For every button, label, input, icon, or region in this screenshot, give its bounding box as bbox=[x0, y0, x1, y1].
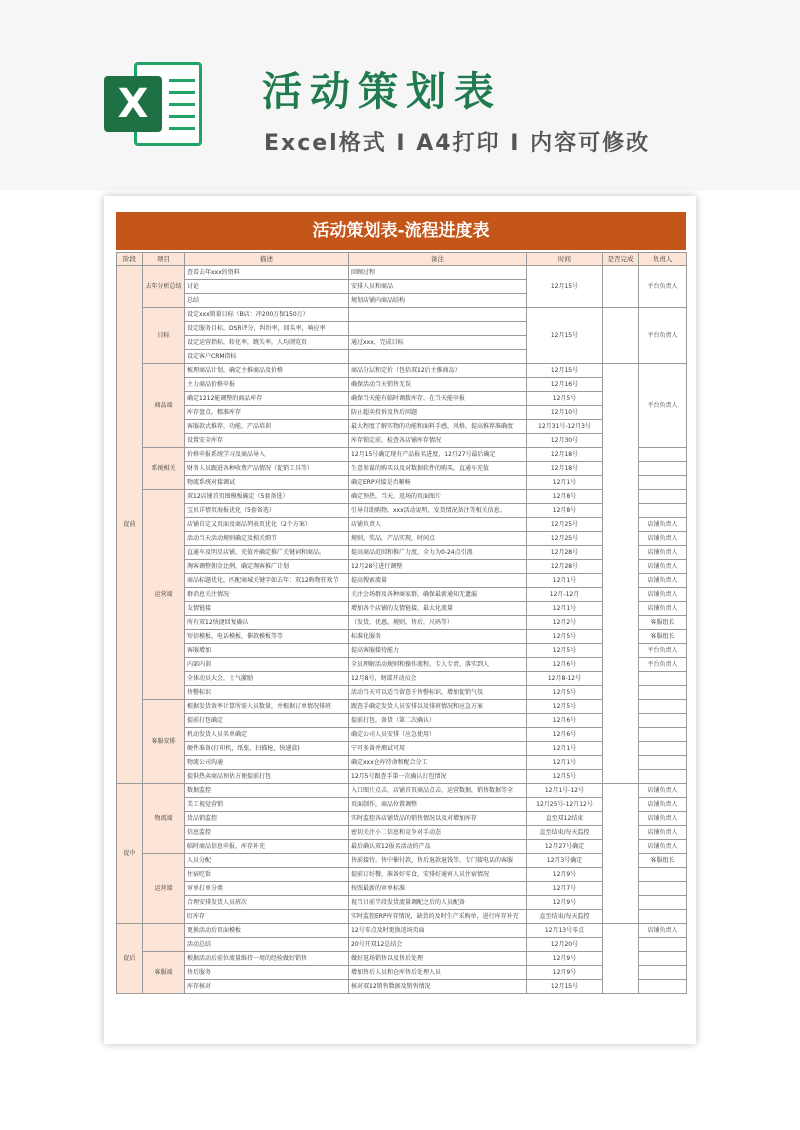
table-row bbox=[117, 308, 687, 322]
table-row bbox=[117, 882, 687, 896]
spreadsheet-preview bbox=[104, 196, 696, 1044]
time-cell: 12月16号 bbox=[527, 378, 603, 392]
table-row bbox=[117, 812, 687, 826]
time-cell: 12月7号 bbox=[527, 882, 603, 896]
description-cell: 人员分配 bbox=[185, 854, 349, 868]
note-cell: 全员理解活动规则和操作流程，专人专责，落实到人 bbox=[349, 658, 527, 672]
owner-cell bbox=[639, 868, 687, 882]
time-cell: 12月18号 bbox=[527, 448, 603, 462]
note-cell: 密切关注小二信息和竞争对手动态 bbox=[349, 826, 527, 840]
table-row bbox=[117, 420, 687, 434]
table-row bbox=[117, 574, 687, 588]
table-row bbox=[117, 966, 687, 980]
time-cell: 12月5号 bbox=[527, 686, 603, 700]
table-row bbox=[117, 392, 687, 406]
owner-cell bbox=[639, 882, 687, 896]
description-cell: 物流公司沟通 bbox=[185, 756, 349, 770]
description-cell: 根据发货效率计算所需人员数量，并根据订单情况排班 bbox=[185, 700, 349, 714]
col-header: 阶段 bbox=[117, 253, 143, 266]
note-cell: 增加售后人员和仓库售后处理人员 bbox=[349, 966, 527, 980]
description-cell: 设定运营指标，转化率，跳失率，人均浏览页 bbox=[185, 336, 349, 350]
time-cell: 直至结束/每天监控 bbox=[527, 826, 603, 840]
description-cell: 库存盘点，精准库存 bbox=[185, 406, 349, 420]
time-cell: 12月6号 bbox=[527, 714, 603, 728]
table-row bbox=[117, 784, 687, 798]
owner-cell bbox=[639, 686, 687, 700]
owner-cell: 店铺负责人 bbox=[639, 784, 687, 798]
time-cell: 12月5号 bbox=[527, 700, 603, 714]
owner-cell bbox=[639, 700, 687, 714]
description-cell: 设定客户CRM指标 bbox=[185, 350, 349, 364]
table-row bbox=[117, 434, 687, 448]
table-row bbox=[117, 560, 687, 574]
owner-cell: 客服组长 bbox=[639, 854, 687, 868]
note-cell: 视当日前半段发货流量调配之后的人员配备 bbox=[349, 896, 527, 910]
table-row bbox=[117, 462, 687, 476]
owner-cell: 店铺负责人 bbox=[639, 574, 687, 588]
note-cell: 确保活动当天销售无误 bbox=[349, 378, 527, 392]
description-cell: 更换活动后页面模板 bbox=[185, 924, 349, 938]
table-row bbox=[117, 910, 687, 924]
item-cell: 运营端 bbox=[143, 854, 185, 924]
col-header: 时间 bbox=[527, 253, 603, 266]
description-cell: 查看去年xxx的资料 bbox=[185, 266, 349, 280]
note-cell: 按照最新的审单标准 bbox=[349, 882, 527, 896]
item-cell: 去年分析总结 bbox=[143, 266, 185, 308]
owner-cell: 店铺负责人 bbox=[639, 588, 687, 602]
owner-cell: 店铺负责人 bbox=[639, 532, 687, 546]
owner-cell bbox=[639, 504, 687, 518]
table-row bbox=[117, 658, 687, 672]
description-cell: 所有双12快捷回复确认 bbox=[185, 616, 349, 630]
table-row bbox=[117, 868, 687, 882]
description-cell: 财务人员跟进各种收费产品情况（促销工具等） bbox=[185, 462, 349, 476]
time-cell: 12月15号 bbox=[527, 308, 603, 364]
table-row bbox=[117, 980, 687, 994]
note-cell: 12月8号，财部开动员会 bbox=[349, 672, 527, 686]
note-cell: 生意参谋的购买以及对数据软件的购买，直通车充值 bbox=[349, 462, 527, 476]
time-cell: 12月9号 bbox=[527, 868, 603, 882]
description-cell: 客服增加 bbox=[185, 644, 349, 658]
time-cell: 12月25号 bbox=[527, 518, 603, 532]
owner-cell bbox=[639, 490, 687, 504]
owner-cell bbox=[639, 448, 687, 462]
item-cell: 商品端 bbox=[143, 364, 185, 448]
note-cell: 实时监控各店铺货品的销售情况以及对增加库存 bbox=[349, 812, 527, 826]
table-row bbox=[117, 630, 687, 644]
note-cell: 最大程度了解实物的功能和面料手感，风格，提高推荐准确度 bbox=[349, 420, 527, 434]
note-cell bbox=[349, 322, 527, 336]
owner-cell: 平台负责人 bbox=[639, 644, 687, 658]
status-cell bbox=[603, 308, 639, 364]
time-cell: 12月1号 bbox=[527, 602, 603, 616]
item-cell: 客服端 bbox=[143, 952, 185, 994]
item-cell: 运营端 bbox=[143, 490, 185, 700]
owner-cell bbox=[639, 896, 687, 910]
time-cell: 12月25号 bbox=[527, 532, 603, 546]
time-cell: 12月28号 bbox=[527, 546, 603, 560]
owner-cell bbox=[639, 462, 687, 476]
note-cell: 提前打包，备货（第二次确认） bbox=[349, 714, 527, 728]
col-header: 项目 bbox=[143, 253, 185, 266]
time-cell: 12月1号 bbox=[527, 742, 603, 756]
description-cell: 提前打包确定 bbox=[185, 714, 349, 728]
note-cell: 增加各个店铺的友情链接，最大化流量 bbox=[349, 602, 527, 616]
item-cell: 目标 bbox=[143, 308, 185, 364]
phase-cell: 促后 bbox=[117, 924, 143, 994]
time-cell: 12月30号 bbox=[527, 434, 603, 448]
note-cell bbox=[349, 308, 527, 322]
owner-cell bbox=[639, 910, 687, 924]
table-row bbox=[117, 644, 687, 658]
note-cell: 提高商品范围和推广力度，全力为0-24点引流 bbox=[349, 546, 527, 560]
item-cell: 物流端 bbox=[143, 784, 185, 854]
page-title: 活动策划表 bbox=[262, 69, 502, 115]
owner-cell bbox=[639, 728, 687, 742]
time-cell: 12月18号 bbox=[527, 462, 603, 476]
description-cell: 短信模板，电话模板，催款模板等等 bbox=[185, 630, 349, 644]
table-row bbox=[117, 770, 687, 784]
note-cell: 回顾过程 bbox=[349, 266, 527, 280]
note-cell: 最后确认双12报名活动的产品 bbox=[349, 840, 527, 854]
note-cell: 提高客服接待能力 bbox=[349, 644, 527, 658]
description-cell: 确定1212能调整的商品库存 bbox=[185, 392, 349, 406]
table-row bbox=[117, 952, 687, 966]
time-cell: 12月5号 bbox=[527, 630, 603, 644]
time-cell: 12月8-12号 bbox=[527, 672, 603, 686]
note-cell: 跟查手确定发货人员安排以及排班情况和应急方案 bbox=[349, 700, 527, 714]
table-row bbox=[117, 756, 687, 770]
description-cell: 主力商品价格申报 bbox=[185, 378, 349, 392]
time-cell: 12月1号 bbox=[527, 756, 603, 770]
time-cell: 12月5号 bbox=[527, 644, 603, 658]
description-cell: 价格申报系统学习及商品导入 bbox=[185, 448, 349, 462]
description-cell: 宝贝详情页海报优化（5套备选） bbox=[185, 504, 349, 518]
table-row bbox=[117, 728, 687, 742]
note-cell: 规则，奖品，产品实现，时间点 bbox=[349, 532, 527, 546]
status-cell bbox=[603, 924, 639, 994]
owner-cell: 客服组长 bbox=[639, 630, 687, 644]
note-cell: 安排人员和商品 bbox=[349, 280, 527, 294]
table-row bbox=[117, 672, 687, 686]
note-cell: 12月28号进行调整 bbox=[349, 560, 527, 574]
description-cell: 根据活动后前位流量维持一周的经验做好销售 bbox=[185, 952, 349, 966]
phase-cell: 促中 bbox=[117, 784, 143, 924]
description-cell: 店铺自定义页面及商品列表页优化（2个方案） bbox=[185, 518, 349, 532]
owner-cell: 平台负责人 bbox=[639, 266, 687, 308]
time-cell: 12月1号 bbox=[527, 476, 603, 490]
table-row bbox=[117, 504, 687, 518]
time-cell: 12月-12月 bbox=[527, 588, 603, 602]
owner-cell: 店铺负责人 bbox=[639, 798, 687, 812]
note-cell: 确保当天能有临时调拨库存，在当天能申报 bbox=[349, 392, 527, 406]
description-cell: 商品标题优化，匹配商城关键字如去年：双12购物狂欢节 bbox=[185, 574, 349, 588]
owner-cell bbox=[639, 770, 687, 784]
description-cell: 提供热卖商品预估方便提前打包 bbox=[185, 770, 349, 784]
description-cell: 美工视觉营销 bbox=[185, 798, 349, 812]
table-row bbox=[117, 938, 687, 952]
description-cell: 讨论 bbox=[185, 280, 349, 294]
description-cell: 设置安全库存 bbox=[185, 434, 349, 448]
description-cell: 内部内训 bbox=[185, 658, 349, 672]
table-row bbox=[117, 532, 687, 546]
description-cell: 售后服务 bbox=[185, 966, 349, 980]
time-cell: 12月1号-12号 bbox=[527, 784, 603, 798]
time-cell: 12月5号 bbox=[527, 770, 603, 784]
description-cell: 双12店铺首页图模板确定（5套备选） bbox=[185, 490, 349, 504]
status-cell bbox=[603, 784, 639, 924]
table-row bbox=[117, 798, 687, 812]
page-subtitle: Excel格式 I A4打印 I 内容可修改 bbox=[264, 131, 651, 156]
table-row bbox=[117, 448, 687, 462]
time-cell: 12月3号确定 bbox=[527, 854, 603, 868]
description-cell: 库存核对 bbox=[185, 980, 349, 994]
note-cell: 宁可多备并测试可用 bbox=[349, 742, 527, 756]
note-cell: 防止超卖投诉及售后问题 bbox=[349, 406, 527, 420]
description-cell: 审单打单分类 bbox=[185, 882, 349, 896]
col-header: 是否完成 bbox=[603, 253, 639, 266]
description-cell: 活动当天活动规则确定及相关细节 bbox=[185, 532, 349, 546]
time-cell: 12月9号 bbox=[527, 952, 603, 966]
note-cell: 店铺负责人 bbox=[349, 518, 527, 532]
description-cell: 淘客调整佣金比例，确定淘客推广计划 bbox=[185, 560, 349, 574]
description-cell: 设定服务目标，DSR评分，纠纷率，回头率，响应率 bbox=[185, 322, 349, 336]
time-cell: 12月9号 bbox=[527, 966, 603, 980]
time-cell: 直至结束/每天监控 bbox=[527, 910, 603, 924]
time-cell: 12月15号 bbox=[527, 980, 603, 994]
time-cell: 12月15号 bbox=[527, 266, 603, 308]
note-cell: 确定xxx仓库待命和配合分工 bbox=[349, 756, 527, 770]
col-header: 描述 bbox=[185, 253, 349, 266]
table-row bbox=[117, 924, 687, 938]
note-cell: 确定预热，当天，返场的页面图片 bbox=[349, 490, 527, 504]
time-cell: 12月2号 bbox=[527, 616, 603, 630]
owner-cell: 平台负责人 bbox=[639, 364, 687, 448]
owner-cell: 平台负责人 bbox=[639, 658, 687, 672]
table-row bbox=[117, 826, 687, 840]
status-cell bbox=[603, 364, 639, 784]
table-row bbox=[117, 714, 687, 728]
table-row bbox=[117, 840, 687, 854]
note-cell: 12月5号跟查手第一次确认打包情况 bbox=[349, 770, 527, 784]
time-cell: 12月15号 bbox=[527, 364, 603, 378]
table-row bbox=[117, 546, 687, 560]
table-row bbox=[117, 364, 687, 378]
note-cell: 关注会场群及各种商家群，确保最新通知无遗漏 bbox=[349, 588, 527, 602]
description-cell: 售罄标识 bbox=[185, 686, 349, 700]
table-body bbox=[117, 266, 687, 994]
owner-cell bbox=[639, 938, 687, 952]
owner-cell: 店铺负责人 bbox=[639, 924, 687, 938]
table-row bbox=[117, 490, 687, 504]
col-header: 备注 bbox=[349, 253, 527, 266]
owner-cell: 店铺负责人 bbox=[639, 840, 687, 854]
note-cell: 标准化服务 bbox=[349, 630, 527, 644]
note-cell: 核对双12销售数据及销售情况 bbox=[349, 980, 527, 994]
owner-cell bbox=[639, 742, 687, 756]
time-cell: 12月13号零点 bbox=[527, 924, 603, 938]
table-row bbox=[117, 266, 687, 280]
time-cell: 12月1号 bbox=[527, 574, 603, 588]
progress-table bbox=[116, 252, 687, 994]
excel-x-badge: X bbox=[104, 76, 162, 132]
table-row bbox=[117, 616, 687, 630]
table-row bbox=[117, 686, 687, 700]
table-row bbox=[117, 406, 687, 420]
note-cell: 20号开双12总结会 bbox=[349, 938, 527, 952]
status-cell bbox=[603, 266, 639, 308]
time-cell: 直至双12结束 bbox=[527, 812, 603, 826]
note-cell: 库存锁定前，检查各店铺库存情况 bbox=[349, 434, 527, 448]
description-cell: 友情链接 bbox=[185, 602, 349, 616]
description-cell: 总结 bbox=[185, 294, 349, 308]
table-row bbox=[117, 854, 687, 868]
description-cell: 硬件准备(打印机，纸张，扫描枪，快递盒) bbox=[185, 742, 349, 756]
table-row bbox=[117, 588, 687, 602]
cover-banner bbox=[0, 0, 800, 190]
description-cell: 群消息关注情况 bbox=[185, 588, 349, 602]
time-cell: 12月25号-12月12号 bbox=[527, 798, 603, 812]
description-cell: 盯库存 bbox=[185, 910, 349, 924]
description-cell: 活动总结 bbox=[185, 938, 349, 952]
description-cell: 物流系统对接调试 bbox=[185, 476, 349, 490]
owner-cell bbox=[639, 714, 687, 728]
owner-cell bbox=[639, 672, 687, 686]
item-cell bbox=[143, 924, 185, 952]
owner-cell: 店铺负责人 bbox=[639, 826, 687, 840]
owner-cell bbox=[639, 952, 687, 966]
table-row bbox=[117, 476, 687, 490]
description-cell: 合理安排发货人员班次 bbox=[185, 896, 349, 910]
time-cell: 12月6号 bbox=[527, 658, 603, 672]
time-cell: 12月8号 bbox=[527, 490, 603, 504]
description-cell: 梳理商品计划，确定主推商品及价格 bbox=[185, 364, 349, 378]
description-cell: 设定xxx销量目标（B店：冲200万保150万） bbox=[185, 308, 349, 322]
time-cell: 12月31号-12月3号 bbox=[527, 420, 603, 434]
owner-cell: 客服组长 bbox=[639, 616, 687, 630]
note-cell: 商品分层和定价（包括双12后主推商品） bbox=[349, 364, 527, 378]
note-cell: 引导自助购物，xxx活动说明，发货情况备注等相关信息。 bbox=[349, 504, 527, 518]
owner-cell: 平台负责人 bbox=[639, 308, 687, 364]
sheet-title: 活动策划表-流程进度表 bbox=[116, 212, 686, 250]
description-cell: 直通车及明星店铺，充值并确定推广关键词和商品。 bbox=[185, 546, 349, 560]
note-cell: 规划店铺内商品结构 bbox=[349, 294, 527, 308]
time-cell: 12月6号 bbox=[527, 728, 603, 742]
note-cell: 12月15号确定现有产品报名进度，12月27号最后确定 bbox=[349, 448, 527, 462]
note-cell: 实时监控ERP库存情况，缺货的及时生产采购单，进行库存补充 bbox=[349, 910, 527, 924]
note-cell: 做好返场销售以及售后处理 bbox=[349, 952, 527, 966]
note-cell: 提高搜索流量 bbox=[349, 574, 527, 588]
description-cell: 客服款式推荐，功能，产品培训 bbox=[185, 420, 349, 434]
description-cell: 机动发货人员名单确定 bbox=[185, 728, 349, 742]
time-cell: 12月5号 bbox=[527, 392, 603, 406]
table-row bbox=[117, 896, 687, 910]
owner-cell bbox=[639, 966, 687, 980]
owner-cell: 店铺负责人 bbox=[639, 546, 687, 560]
note-cell bbox=[349, 350, 527, 364]
note-cell: 通过xxx，完成目标 bbox=[349, 336, 527, 350]
item-cell: 系统相关 bbox=[143, 448, 185, 490]
note-cell: 入口图片点击，店铺首页商品点击，运营数据，销售数据等全 bbox=[349, 784, 527, 798]
description-cell: 信息监控 bbox=[185, 826, 349, 840]
table-row bbox=[117, 518, 687, 532]
owner-cell: 店铺负责人 bbox=[639, 602, 687, 616]
table-header-row bbox=[117, 253, 687, 266]
description-cell: 货品销监控 bbox=[185, 812, 349, 826]
owner-cell bbox=[639, 476, 687, 490]
description-cell: 数据监控 bbox=[185, 784, 349, 798]
excel-logo-icon bbox=[104, 56, 204, 152]
owner-cell: 店铺负责人 bbox=[639, 812, 687, 826]
table-row bbox=[117, 378, 687, 392]
table-row bbox=[117, 742, 687, 756]
phase-cell: 促前 bbox=[117, 266, 143, 784]
time-cell: 12月9号 bbox=[527, 896, 603, 910]
note-cell: 提前订好餐，准备好零食，安排好通宵人员住宿情况 bbox=[349, 868, 527, 882]
description-cell: 临时商品信息申报，库存补充 bbox=[185, 840, 349, 854]
time-cell: 12月20号 bbox=[527, 938, 603, 952]
owner-cell bbox=[639, 980, 687, 994]
time-cell: 12月8号 bbox=[527, 504, 603, 518]
owner-cell: 店铺负责人 bbox=[639, 518, 687, 532]
note-cell: 12号零点及时更换返场页面 bbox=[349, 924, 527, 938]
time-cell: 12月28号 bbox=[527, 560, 603, 574]
note-cell: 页面制作，商品位置调整 bbox=[349, 798, 527, 812]
description-cell: 全体动员大会，士气激励 bbox=[185, 672, 349, 686]
note-cell: （发货，优惠，规则，售后，尺码等） bbox=[349, 616, 527, 630]
note-cell: 确定ERP对接是否顺畅 bbox=[349, 476, 527, 490]
item-cell: 客服安排 bbox=[143, 700, 185, 784]
owner-cell: 店铺负责人 bbox=[639, 560, 687, 574]
time-cell: 12月27号确定 bbox=[527, 840, 603, 854]
col-header: 负责人 bbox=[639, 253, 687, 266]
table-row bbox=[117, 602, 687, 616]
note-cell: 确定公司人员安排（应急使用） bbox=[349, 728, 527, 742]
note-cell: 售前接待，售中催付款，售后退款退钱等，专门接电话的客服 bbox=[349, 854, 527, 868]
time-cell: 12月10号 bbox=[527, 406, 603, 420]
owner-cell bbox=[639, 756, 687, 770]
note-cell: 活动当天可以适当留意千售罄标识，增加促销气氛 bbox=[349, 686, 527, 700]
description-cell: 住宿吃饭 bbox=[185, 868, 349, 882]
table-row bbox=[117, 700, 687, 714]
